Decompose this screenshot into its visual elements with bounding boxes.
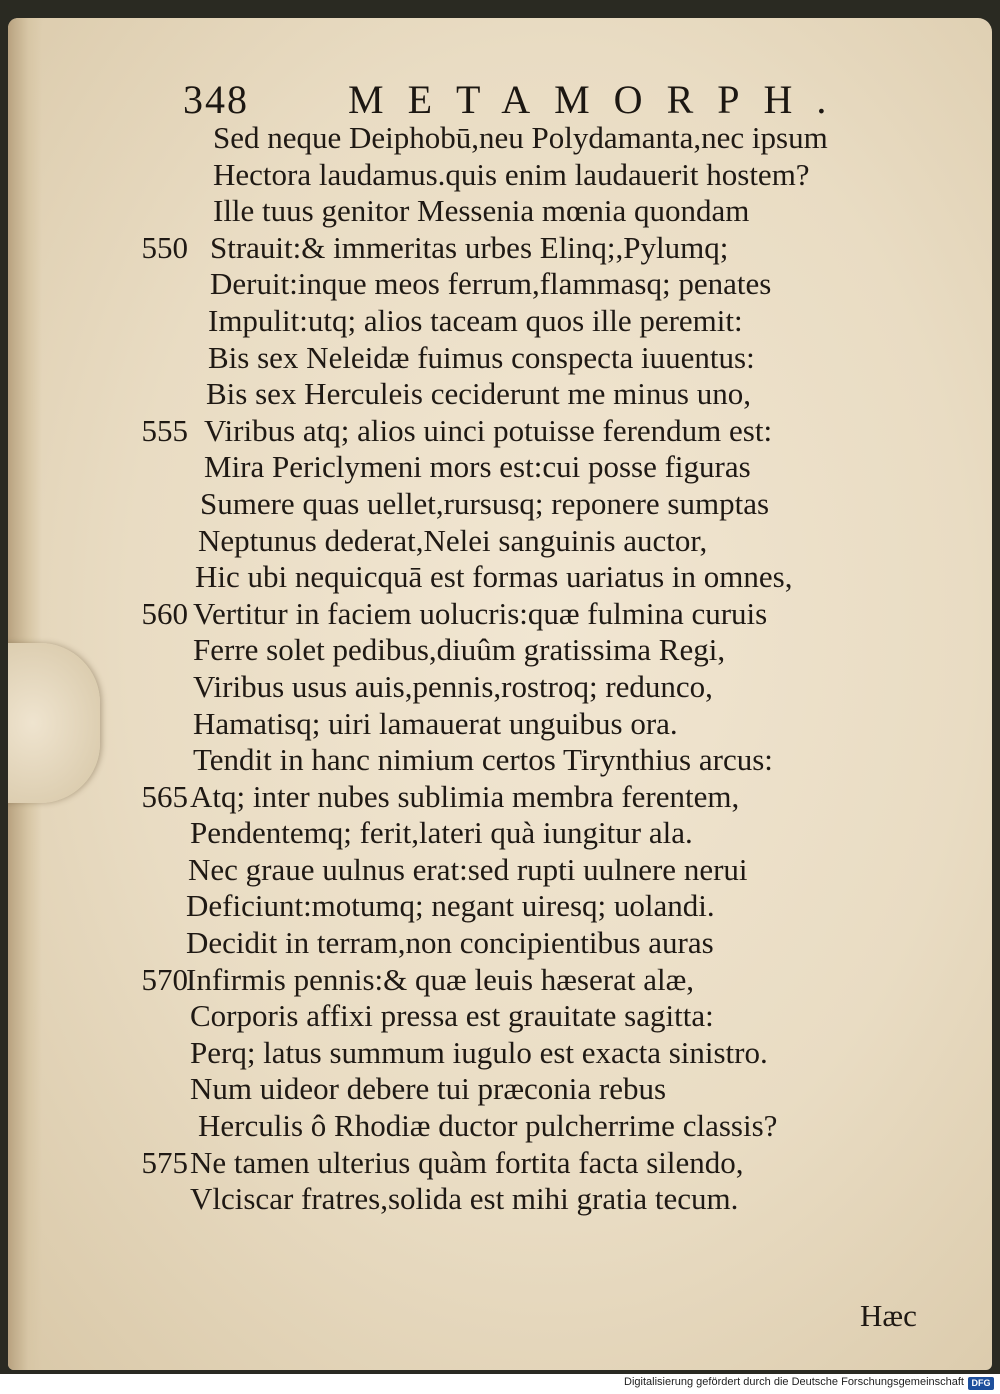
verse-line: [118, 742, 948, 779]
verse-line: [118, 340, 948, 377]
running-head: [183, 76, 893, 126]
verse-line-text: Perq; latus summum iugulo est exacta sinistro.: [190, 1034, 768, 1070]
verse-line-text: Sed neque Deiphobū,neu Polydamanta,nec ipsum: [213, 120, 828, 155]
running-title: METAMORPH.: [348, 77, 851, 122]
verse-line: [118, 157, 948, 194]
verse-line: [118, 120, 948, 157]
verse-line: [118, 376, 948, 413]
verse-line: [118, 1181, 948, 1218]
verse-line-text: Hic ubi nequicquā est formas uariatus in omnes,: [195, 559, 793, 595]
verse-line: [118, 1071, 948, 1108]
verse-line-text: Vlciscar fratres,solida est mihi gratia tecum.: [190, 1181, 739, 1217]
verse-line-text: Pendentemq; ferit,lateri quà iungitur ala.: [190, 815, 693, 851]
verse-line-text: Herculis ô Rhodiæ ductor pulcherrime classis?: [198, 1108, 778, 1144]
line-number: 560: [141, 595, 188, 631]
verse-line: [118, 523, 948, 560]
verse-line-text: Deruit:inque meos ferrum,flammasq; penates: [210, 266, 772, 302]
verse-line-text: Hamatisq; uiri lamauerat unguibus ora.: [193, 705, 678, 741]
verse-line: [118, 669, 948, 706]
verse-line: [118, 815, 948, 852]
line-number: 570: [141, 961, 188, 997]
verse-line-text: Ne tamen ulterius quàm fortita facta silendo,: [190, 1144, 744, 1180]
verse-line-text: Bis sex Herculeis ceciderunt me minus uno,: [206, 376, 751, 412]
verse-line-text: Deficiunt:motumq; negant uiresq; uolandi.: [186, 888, 715, 924]
verse-line: [118, 888, 948, 925]
verse-line-text: Ille tuus genitor Messenia mœnia quondam: [213, 193, 750, 229]
verse-line-text: Ferre solet pedibus,diuûm gratissima Regi,: [193, 632, 726, 668]
verse-line: [118, 596, 948, 633]
digitization-credit: Digitalisierung gefördert durch die Deutsche Forschungsgemeinschaft: [624, 1376, 964, 1388]
verse-line: [118, 413, 948, 450]
verse-line-text: Nec graue uulnus erat:sed rupti uulnere nerui: [188, 851, 748, 887]
verse-line: [118, 193, 948, 230]
verse-line-text: Viribus atq; alios uinci potuisse ferendum est:: [204, 412, 773, 448]
verse-line-text: Decidit in terram,non concipientibus auras: [186, 925, 714, 961]
verse-line-text: Atq; inter nubes sublimia membra ferentem,: [190, 778, 740, 814]
verse-line-text: Mira Periclymeni mors est:cui posse figuras: [204, 449, 751, 485]
verse-line-text: Strauit:& immeritas urbes Elinq;,Pylumq;: [210, 229, 729, 265]
verse-line: [118, 706, 948, 743]
verse-line: [118, 962, 948, 999]
line-number: 555: [141, 412, 188, 448]
verse-line: [118, 230, 948, 267]
verse-line-text: Num uideor debere tui præconia rebus: [190, 1071, 667, 1107]
verse-line-text: Hectora laudamus.quis enim laudauerit hostem?: [213, 156, 810, 192]
verse-line-text: Tendit in hanc nimium certos Tirynthius arcus:: [193, 742, 773, 778]
digitization-footer: [0, 1374, 1000, 1394]
book-page: [8, 18, 992, 1370]
catchword: Hæc: [860, 1298, 917, 1333]
verse-line-text: Corporis affixi pressa est grauitate sagitta:: [190, 998, 714, 1034]
verse-line-text: Viribus usus auis,pennis,rostroq; redunco,: [193, 668, 713, 704]
verse-line: [118, 266, 948, 303]
verse-line: [118, 779, 948, 816]
verse-text-block: [118, 120, 948, 1218]
line-number: 575: [141, 1144, 188, 1180]
page-number: 348: [183, 77, 249, 122]
verse-line-text: Vertitur in faciem uolucris:quæ fulmina curuis: [193, 595, 768, 631]
verse-line-text: Neptunus dederat,Nelei sanguinis auctor,: [198, 522, 708, 558]
verse-line: [118, 486, 948, 523]
verse-line: [118, 559, 948, 596]
verse-line: [118, 632, 948, 669]
dfg-logo-icon: DFG: [968, 1377, 994, 1390]
line-number: 550: [141, 229, 188, 265]
verse-line-text: Infirmis pennis:& quæ leuis hæserat alæ,: [186, 961, 695, 997]
thumb-tab: [8, 643, 100, 803]
verse-line: [118, 449, 948, 486]
verse-line-text: Sumere quas uellet,rursusq; reponere sumptas: [200, 485, 770, 521]
verse-line: [118, 303, 948, 340]
verse-line: [118, 925, 948, 962]
verse-line: [118, 1035, 948, 1072]
verse-line: [118, 852, 948, 889]
verse-line: [118, 1145, 948, 1182]
verse-line: [118, 1108, 948, 1145]
verse-line-text: Impulit:utq; alios taceam quos ille peremit:: [208, 302, 743, 338]
line-number: 565: [141, 778, 188, 814]
verse-line: [118, 998, 948, 1035]
verse-line-text: Bis sex Neleidæ fuimus conspecta iuuentus:: [208, 339, 755, 375]
